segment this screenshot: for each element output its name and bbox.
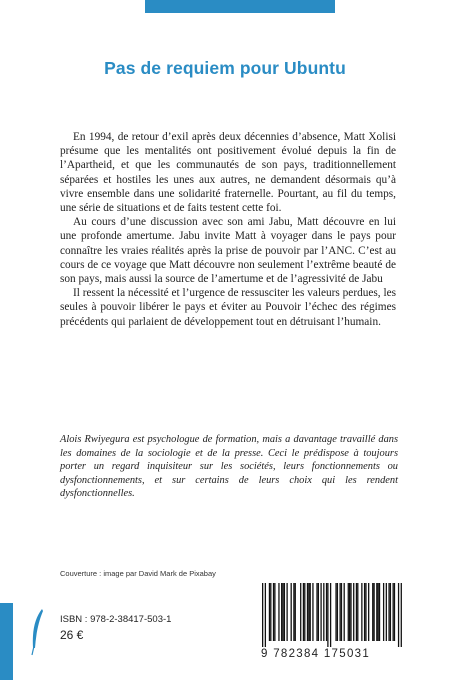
barcode-bar (350, 583, 351, 641)
barcode-bar (337, 583, 338, 641)
barcode (262, 583, 402, 647)
barcode-bar (310, 583, 311, 641)
barcode-bar (378, 583, 379, 641)
barcode-bar (265, 583, 266, 647)
barcode-bar (361, 583, 362, 641)
barcode-bar (318, 583, 319, 641)
barcode-bar (388, 583, 389, 641)
barcode-bar (365, 583, 366, 641)
barcode-bar (330, 583, 331, 647)
barcode-bar (316, 583, 317, 641)
summary-paragraph: En 1994, de retour d’exil après deux décennies d’absence, Matt Xolisi présume que les mentalités ont positivement évolué depuis la fin de l’Apartheid, et que les communautés de son pays, traditionnellement séparées et hostiles les unes aux autres, ne demandent désormais qu’à vivre ensemble dans une solidarité fraternelle. Pourtant, au fil du temps, une série de situations et de faits testent cette foi. (60, 131, 396, 215)
barcode-bar (278, 583, 279, 641)
barcode-bar (286, 583, 287, 641)
barcode-bar (344, 583, 345, 641)
barcode-bar (291, 583, 292, 641)
summary-paragraph: Au cours d’une discussion avec son ami Jabu, Matt découvre en lui une profonde amertume. Jabu invite Matt à voyager dans le pays pour connaître les vraies réalités après la prise de pouvoir par l’ANC. C’est au cours de ce voyage que Matt découvre non seulement l’extrême beauté de son pays, mais aussi la source de l’amertume et de l’agressivité de Jabu (60, 216, 396, 286)
summary-paragraph: Il ressent la nécessité et l’urgence de ressusciter les valeurs perdues, les seules à pouvoir libérer le pays et éviter au Pouvoir l’échec des régimes précédents qui parlaient de développement tout en détruisant l’humain. (60, 287, 396, 328)
book-title: Pas de requiem pour Ubuntu (104, 58, 346, 78)
barcode-bar (270, 583, 271, 641)
barcode-bar (300, 583, 301, 641)
barcode-digits: 9 782384 175031 (261, 648, 371, 660)
barcode-bar (348, 583, 349, 641)
barcode-bar (303, 583, 304, 641)
barcode-bar (327, 583, 328, 647)
author-bio: Alois Rwiyegura est psychologue de formation, mais a davantage travaillé dans les domaines de la sociologie et de la presse. Ceci le prédispose à toujours porter un regard inquisiteur sur les sociétés, leurs fonctionnements ou dysfonctionnements, et sur certains de leurs choix qui les rendent dysfonctionnelles. (60, 434, 398, 500)
barcode-bar (364, 583, 365, 641)
barcode-bar (372, 583, 373, 641)
barcode-bar (379, 583, 380, 641)
barcode-bar (341, 583, 342, 641)
barcode-bar (386, 583, 387, 641)
barcode-bar (326, 583, 327, 641)
top-accent-bar (145, 0, 335, 13)
price: 26 € (60, 628, 84, 642)
barcode-bar (357, 583, 358, 641)
barcode-bar (376, 583, 377, 641)
barcode-bar (304, 583, 305, 641)
barcode-bar (273, 583, 274, 641)
barcode-bar (335, 583, 336, 641)
barcode-bar (349, 583, 350, 641)
barcode-bar (307, 583, 308, 641)
barcode-bar (308, 583, 309, 641)
barcode-bar (274, 583, 275, 641)
barcode-bar (339, 583, 340, 641)
barcode-bar (398, 583, 399, 647)
bottom-accent-stripe (0, 603, 13, 680)
barcode-bar (390, 583, 391, 641)
barcode-bar (262, 583, 263, 647)
barcode-bar (269, 583, 270, 641)
summary-text (60, 130, 396, 329)
barcode-bar (282, 583, 283, 641)
barcode-bar (295, 583, 296, 641)
barcode-bar (320, 583, 321, 641)
barcode-bar (281, 583, 282, 641)
barcode-bar (368, 583, 369, 641)
cover-credit: Couverture : image par David Mark de Pixabay (60, 569, 216, 578)
barcode-bar (392, 583, 393, 641)
feather-logo-icon (31, 608, 45, 656)
barcode-bar (356, 583, 357, 641)
barcode-bar (401, 583, 402, 647)
barcode-bar (323, 583, 324, 641)
barcode-bar (293, 583, 294, 641)
isbn-number: ISBN : 978-2-38417-503-1 (60, 614, 172, 625)
barcode-bar (284, 583, 285, 641)
barcode-bar (383, 583, 384, 641)
barcode-bar (373, 583, 374, 641)
barcode-bar (312, 583, 313, 641)
barcode-bar (353, 583, 354, 641)
barcode-bar (394, 583, 395, 641)
